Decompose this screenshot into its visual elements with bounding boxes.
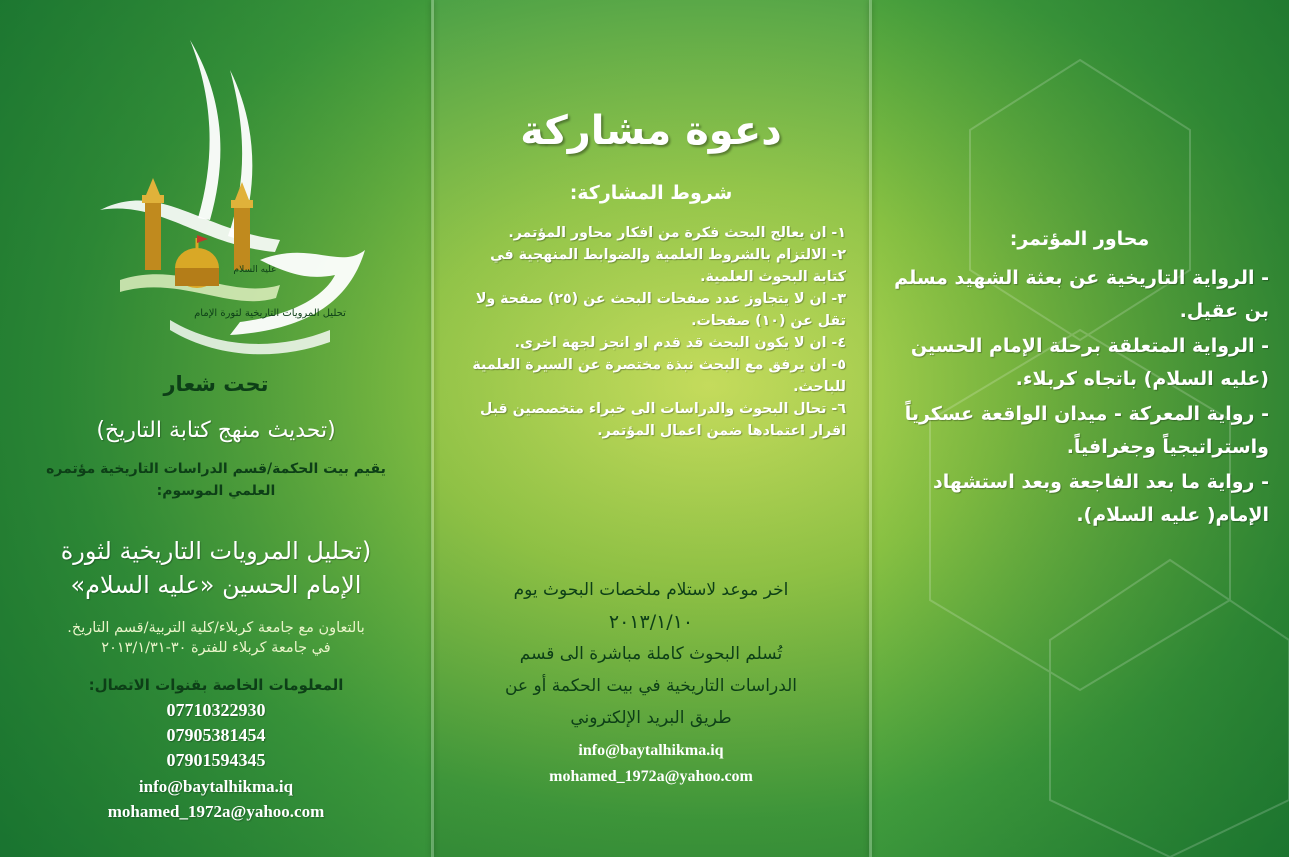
invitation-title: دعوة مشاركة — [520, 108, 782, 154]
email-link[interactable]: mohamed_1972a@yahoo.com — [107, 802, 325, 821]
submission-line-1: تُسلم البحوث كاملة مباشرة الى قسم — [519, 644, 783, 664]
phone-number[interactable]: 07901594345 — [166, 750, 266, 770]
left-panel — [0, 0, 432, 857]
organizer-line-2: العلمي الموسوم: — [156, 483, 276, 499]
phone-list — [0, 698, 432, 773]
axes-heading: محاور المؤتمر: — [1009, 228, 1150, 250]
motto-text: (تحديث منهج كتابة التاريخ) — [96, 418, 336, 443]
fold-line-right — [869, 0, 872, 857]
axis-item: - رواية المعركة - ميدان الواقعة عسكرياً واستراتيجياً وجغرافياً. — [904, 403, 1269, 458]
conference-title-line-1: (تحليل المرويات التاريخية لثورة — [60, 537, 372, 565]
cooperation-text — [20, 618, 412, 658]
condition-item: ٦- تحال البحوث والدراسات الى خبراء متخصصين قبل اقرار اعتمادها ضمن اعمال المؤتمر. — [479, 401, 846, 439]
email-link[interactable]: mohamed_1972a@yahoo.com — [549, 768, 753, 785]
condition-item: ٥- ان يرفق مع البحث نبذة مختصرة عن السيرة العلمية للباحث. — [472, 357, 846, 395]
logo-caption: تحليل المرويات التاريخية لثورة الإمام — [194, 308, 346, 319]
logo-small-label: عليه السلام — [233, 265, 277, 275]
conditions-heading: شروط المشاركة: — [569, 182, 733, 204]
cooperation-line-1: بالتعاون مع جامعة كربلاء/كلية التربية/قسم التاريخ. — [67, 620, 365, 636]
middle-panel — [432, 0, 870, 857]
condition-item: ١- ان يعالج البحث فكرة من افكار محاور المؤتمر. — [508, 225, 846, 241]
condition-item: ٢- الالتزام بالشروط العلمية والضوابط المنهجية في كتابة البحوث العلمية. — [490, 247, 846, 285]
axis-item: - الرواية المتعلقة برحلة الإمام الحسين (عليه السلام) باتجاه كربلاء. — [910, 335, 1269, 390]
submission-line-3: طريق البريد الإلكتروني — [570, 708, 732, 728]
submission-line-2: الدراسات التاريخية في بيت الحكمة أو عن — [504, 676, 798, 696]
deadline-line: اخر موعد لاستلام ملخصات البحوث يوم — [513, 580, 789, 600]
organizer-text — [20, 458, 412, 502]
contact-heading: المعلومات الخاصة بقنوات الاتصال: — [88, 676, 344, 694]
fold-line-left — [431, 0, 434, 857]
axis-item: - رواية ما بعد الفاجعة وبعد استشهاد الإمام( عليه السلام). — [933, 471, 1269, 526]
phone-number[interactable]: 07710322930 — [166, 700, 266, 720]
email-link[interactable]: info@baytalhikma.iq — [138, 777, 294, 796]
organizer-line-1: يقيم بيت الحكمة/قسم الدراسات التاريخية مؤتمره — [46, 461, 386, 477]
phone-number[interactable]: 07905381454 — [166, 725, 266, 745]
deadline-section — [452, 574, 850, 734]
conference-title — [20, 534, 412, 602]
axes-list — [890, 262, 1269, 534]
conditions-list — [462, 222, 846, 442]
email-link[interactable]: info@baytalhikma.iq — [578, 742, 724, 759]
right-panel — [870, 0, 1289, 857]
email-list-middle — [432, 738, 870, 790]
motto-heading: تحت شعار — [163, 372, 269, 396]
deadline-date: ٢٠١٣/١/١٠ — [608, 611, 694, 633]
cooperation-line-2: في جامعة كربلاء للفترة ٣٠-٢٠١٣/١/٣١ — [101, 640, 331, 656]
email-list-left — [0, 774, 432, 824]
condition-item: ٤- ان لا يكون البحث قد قدم او انجز لجهة اخرى. — [514, 335, 846, 351]
conference-title-line-2: الإمام الحسين «عليه السلام» — [70, 571, 362, 599]
condition-item: ٣- ان لا يتجاوز عدد صفحات البحث عن (٢٥) صفحة ولا تقل عن (١٠) صفحات. — [475, 291, 846, 329]
axis-item: - الرواية التاريخية عن بعثة الشهيد مسلم بن عقيل. — [894, 267, 1269, 322]
